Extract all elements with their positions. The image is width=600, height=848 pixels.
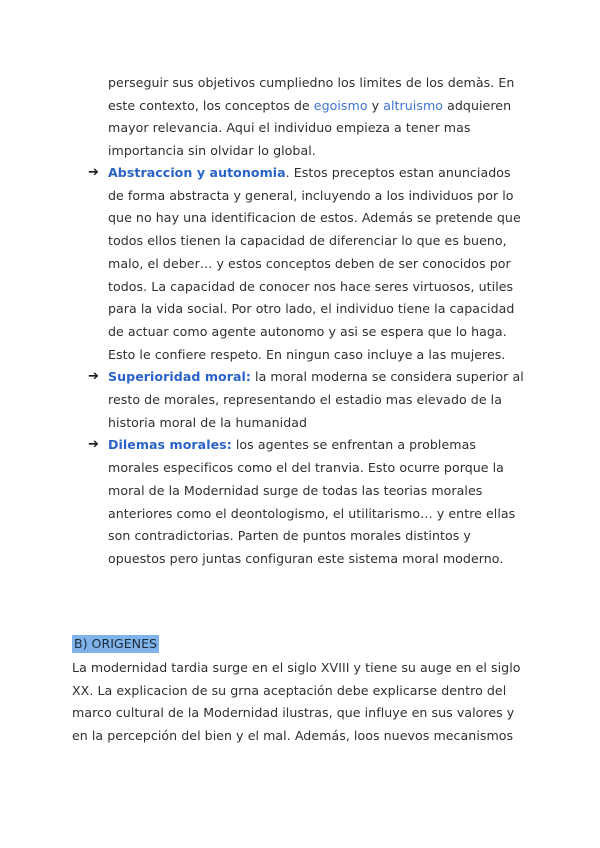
intro-text-mid: y [367,97,384,113]
intro-text-before: perseguir sus objetivos cumpliedno los limites de los demàs. En este contexto, los conceptos de [108,75,515,113]
bullet-term: Dilemas morales: [108,437,232,453]
bullet-item-dilemas [88,434,528,570]
bullet-list [88,162,528,571]
bullet-item-superioridad [88,366,528,434]
keyword-altruismo: altruismo [383,97,444,113]
arrow-icon: ➔ [88,165,99,180]
bullet-term: Superioridad moral: [108,369,251,385]
bullet-text: la moral moderna se considera superior al resto de morales, representando el estadio mas elevado de la historia moral de la humanidad [108,369,524,430]
bullet-text: . Estos preceptos estan anunciados de forma abstracta y general, incluyendo a los individuos por lo que no hay una identificacion de estos. Además se pretende que todos ellos tienen la capacidad de diferenciar lo que es bueno, malo, el deber… y estos conceptos deben de ser conocidos por todos. La capacidad de conocer nos hace seres virtuosos, utiles para la vida social. Por otro lado, el individuo tiene la capacidad de actuar como agente autonomo y asi se espera que lo haga. Esto le confiere respeto. En ningun caso incluye a las mujeres. [108,165,521,362]
bullet-term: Abstraccion y autonomia [108,165,286,180]
intro-text-after: adquieren mayor relevancia. Aqui el individuo empieza a tener mas importancia sin olvidar lo global. [108,97,512,159]
arrow-icon: ➔ [88,369,99,385]
section-paragraph: La modernidad tardia surge en el siglo XVIII y tiene su auge en el siglo XX. La explicacion de su grna aceptación debe explicarse dentro del marco cultural de la Modernidad ilustras, que influye en sus valores y en la percepción del bien y el mal. Además, loos nuevos mecanismos [72,660,521,744]
section-heading: B) ORIGENES [74,636,158,651]
arrow-icon: ➔ [88,437,99,453]
keyword-egoismo: egoismo [313,97,368,113]
bullet-item-abstraccion [88,162,528,366]
intro-paragraph [108,72,528,163]
bullet-text: los agentes se enfrentan a problemas morales especificos como el del tranvia. Esto ocurre porque la moral de la Modernidad surge de todas las teorias morales anteriores como el deontologismo, el utilitarismo… y entre ellas son contradictorias. Parten de puntos morales distintos y opuestos pero juntas configuran este sistema moral moderno. [108,437,516,566]
